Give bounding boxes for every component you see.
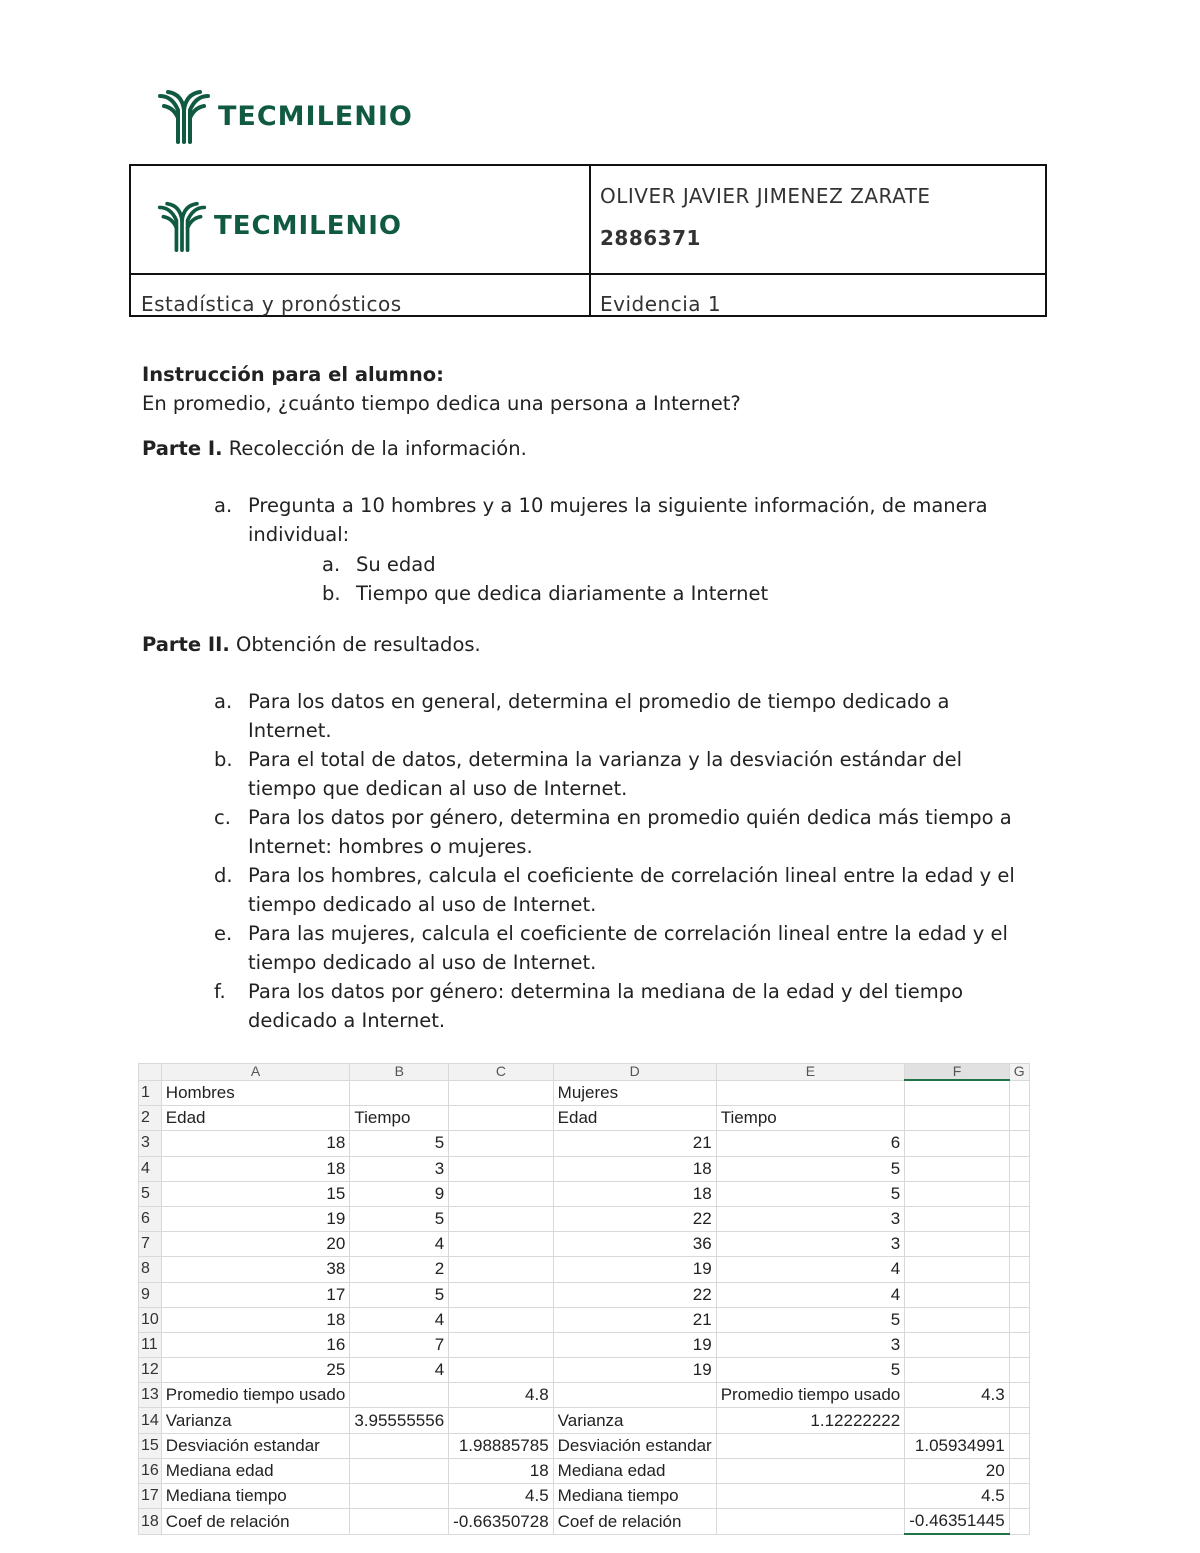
cell[interactable]: 18 <box>161 1156 350 1181</box>
list-marker: a. <box>214 494 233 517</box>
cell[interactable] <box>905 1106 1009 1131</box>
cell[interactable]: Mujeres <box>553 1080 716 1106</box>
list-item <box>142 491 1072 549</box>
cell[interactable] <box>449 1080 553 1106</box>
cell[interactable] <box>449 1307 553 1332</box>
cell[interactable]: 9 <box>350 1181 449 1206</box>
row-header[interactable]: 14 <box>139 1408 162 1433</box>
cell[interactable] <box>1009 1257 1029 1282</box>
cell[interactable] <box>716 1458 905 1483</box>
cell[interactable]: 18 <box>553 1156 716 1181</box>
cell[interactable] <box>449 1106 553 1131</box>
cell[interactable]: 3 <box>716 1206 905 1231</box>
table-row <box>139 1433 1030 1458</box>
cell[interactable] <box>905 1282 1009 1307</box>
cell[interactable]: 21 <box>553 1131 716 1156</box>
cell[interactable]: Coef de relación <box>161 1509 350 1535</box>
list-item-text: Internet: hombres o mujeres. <box>248 835 533 858</box>
cell[interactable] <box>905 1307 1009 1332</box>
table-row <box>139 1383 1030 1408</box>
list-item <box>142 919 1072 977</box>
logo-brand-text: TECMILENIO <box>214 211 402 241</box>
cell[interactable]: Mediana edad <box>161 1458 350 1483</box>
list-item-text: Para los datos en general, determina el promedio de tiempo dedicado a <box>248 690 950 713</box>
cell[interactable]: 3 <box>350 1156 449 1181</box>
row-header[interactable]: 6 <box>139 1206 162 1231</box>
cell[interactable] <box>905 1181 1009 1206</box>
cell[interactable] <box>905 1232 1009 1257</box>
row-header[interactable]: 2 <box>139 1106 162 1131</box>
cell[interactable]: 4 <box>350 1232 449 1257</box>
row-header[interactable]: 8 <box>139 1257 162 1282</box>
tecmilenio-logo <box>156 88 413 144</box>
cell[interactable]: 18 <box>553 1181 716 1206</box>
cell[interactable] <box>350 1509 449 1535</box>
row-header[interactable]: 3 <box>139 1131 162 1156</box>
cell[interactable]: 19 <box>553 1358 716 1383</box>
cell[interactable]: Coef de relación <box>553 1509 716 1535</box>
cell[interactable] <box>1009 1307 1029 1332</box>
cell[interactable]: -0.46351445 <box>905 1509 1009 1535</box>
course-name: Estadística y pronósticos <box>141 292 402 316</box>
cell[interactable]: 22 <box>553 1282 716 1307</box>
cell[interactable]: 4.8 <box>449 1383 553 1408</box>
instructions-heading: Instrucción para el alumno: <box>142 363 444 386</box>
list-marker: d. <box>214 864 233 887</box>
cell[interactable]: 19 <box>553 1257 716 1282</box>
cell[interactable]: 18 <box>161 1307 350 1332</box>
cell[interactable]: 22 <box>553 1206 716 1231</box>
cell[interactable] <box>1009 1332 1029 1357</box>
column-header[interactable]: G <box>1009 1064 1029 1081</box>
cell[interactable] <box>1009 1383 1029 1408</box>
cell[interactable] <box>1009 1080 1029 1106</box>
cell[interactable]: 4 <box>716 1282 905 1307</box>
cell[interactable] <box>716 1484 905 1509</box>
table-row <box>139 1458 1030 1483</box>
list-item-text: Pregunta a 10 hombres y a 10 mujeres la siguiente información, de manera <box>248 494 988 517</box>
cell[interactable] <box>1009 1181 1029 1206</box>
cell[interactable]: 4 <box>350 1307 449 1332</box>
list-item-text: tiempo dedicado al uso de Internet. <box>248 951 597 974</box>
cell[interactable] <box>1009 1156 1029 1181</box>
list-item-text: tiempo dedicado al uso de Internet. <box>248 893 597 916</box>
cell[interactable] <box>449 1206 553 1231</box>
row-header[interactable]: 7 <box>139 1232 162 1257</box>
cell[interactable]: Mediana tiempo <box>161 1484 350 1509</box>
table-row <box>139 1509 1030 1535</box>
cell[interactable]: 5 <box>716 1181 905 1206</box>
cell[interactable] <box>905 1332 1009 1357</box>
cell[interactable]: 4 <box>350 1358 449 1383</box>
column-header[interactable]: D <box>553 1064 716 1081</box>
cell[interactable] <box>1009 1358 1029 1383</box>
part2-label: Parte II. <box>142 633 230 656</box>
cell[interactable] <box>449 1131 553 1156</box>
table-row <box>139 1307 1030 1332</box>
list-marker: e. <box>214 922 233 945</box>
cell[interactable]: Desviación estandar <box>161 1433 350 1458</box>
cell[interactable]: Mediana edad <box>553 1458 716 1483</box>
part1-label: Parte I. <box>142 437 223 460</box>
column-header-row <box>139 1064 1030 1081</box>
cell[interactable]: Tiempo <box>350 1106 449 1131</box>
cell[interactable] <box>1009 1458 1029 1483</box>
row-header[interactable]: 17 <box>139 1484 162 1509</box>
row-header[interactable]: 15 <box>139 1433 162 1458</box>
cell[interactable] <box>449 1358 553 1383</box>
cell[interactable] <box>1009 1232 1029 1257</box>
cell[interactable]: 7 <box>350 1332 449 1357</box>
logo-brand-text: TECMILENIO <box>218 100 413 132</box>
cell[interactable] <box>350 1080 449 1106</box>
cell[interactable]: Varianza <box>161 1408 350 1433</box>
row-header[interactable]: 12 <box>139 1358 162 1383</box>
table-row <box>139 1156 1030 1181</box>
column-header[interactable]: A <box>161 1064 350 1081</box>
cell[interactable]: Varianza <box>553 1408 716 1433</box>
list-item-text: tiempo que dedican al uso de Internet. <box>248 777 628 800</box>
cell[interactable] <box>1009 1509 1029 1535</box>
row-header[interactable]: 4 <box>139 1156 162 1181</box>
list-item <box>142 977 1072 1035</box>
cell[interactable] <box>1009 1206 1029 1231</box>
cell[interactable] <box>1009 1408 1029 1433</box>
cell[interactable] <box>449 1232 553 1257</box>
list-marker: f. <box>214 980 226 1003</box>
table-row <box>139 1232 1030 1257</box>
cell[interactable] <box>905 1131 1009 1156</box>
cell[interactable]: 5 <box>350 1206 449 1231</box>
list-item-text: Su edad <box>356 553 436 576</box>
cell[interactable]: 20 <box>161 1232 350 1257</box>
cell[interactable] <box>905 1080 1009 1106</box>
cell[interactable] <box>1009 1433 1029 1458</box>
cell[interactable]: -0.66350728 <box>449 1509 553 1535</box>
cell[interactable]: 2 <box>350 1257 449 1282</box>
cell[interactable] <box>905 1206 1009 1231</box>
cell[interactable]: 4 <box>716 1257 905 1282</box>
part1-title: Recolección de la información. <box>228 437 527 460</box>
cell[interactable] <box>1009 1484 1029 1509</box>
cell[interactable] <box>905 1358 1009 1383</box>
part1-sublist <box>142 550 1072 608</box>
cell[interactable]: 4.3 <box>905 1383 1009 1408</box>
column-header[interactable]: E <box>716 1064 905 1081</box>
row-header[interactable]: 9 <box>139 1282 162 1307</box>
cell[interactable] <box>449 1156 553 1181</box>
table-row <box>139 1080 1030 1106</box>
cell[interactable]: Edad <box>553 1106 716 1131</box>
column-header[interactable]: B <box>350 1064 449 1081</box>
cell[interactable] <box>716 1509 905 1535</box>
cell[interactable] <box>350 1458 449 1483</box>
cell[interactable] <box>905 1257 1009 1282</box>
cell[interactable]: Hombres <box>161 1080 350 1106</box>
part2-list <box>142 687 1072 1035</box>
cell[interactable]: 25 <box>161 1358 350 1383</box>
cell[interactable] <box>449 1282 553 1307</box>
row-header[interactable]: 13 <box>139 1383 162 1408</box>
cell[interactable] <box>449 1257 553 1282</box>
table-row <box>139 1282 1030 1307</box>
list-item-text: Para los hombres, calcula el coeficiente de correlación lineal entre la edad y el <box>248 864 1015 887</box>
cell[interactable] <box>1009 1106 1029 1131</box>
cell[interactable] <box>449 1181 553 1206</box>
row-header[interactable]: 5 <box>139 1181 162 1206</box>
cell[interactable] <box>905 1156 1009 1181</box>
cell[interactable] <box>449 1332 553 1357</box>
assignment-name: Evidencia 1 <box>600 292 722 316</box>
list-item <box>142 861 1072 919</box>
list-marker: b. <box>322 582 341 605</box>
list-item-text: Para las mujeres, calcula el coeficiente de correlación lineal entre la edad y el <box>248 922 1008 945</box>
part1-heading <box>142 434 1072 463</box>
table-row <box>139 1257 1030 1282</box>
cell[interactable]: 19 <box>161 1206 350 1231</box>
cell[interactable] <box>1009 1131 1029 1156</box>
cell[interactable] <box>350 1433 449 1458</box>
cell[interactable]: 38 <box>161 1257 350 1282</box>
cell[interactable]: 5 <box>350 1131 449 1156</box>
table-row <box>139 1206 1030 1231</box>
column-header[interactable]: C <box>449 1064 553 1081</box>
cell[interactable]: 5 <box>716 1156 905 1181</box>
table-row <box>139 1358 1030 1383</box>
list-item-text: dedicado a Internet. <box>248 1009 446 1032</box>
tecmilenio-logo-cell <box>156 200 402 252</box>
cell[interactable]: 5 <box>716 1358 905 1383</box>
table-row <box>139 1106 1030 1131</box>
cell[interactable]: Promedio tiempo usado <box>716 1383 905 1408</box>
list-item <box>142 579 1072 608</box>
list-marker: a. <box>214 690 233 713</box>
list-item-text: Para el total de datos, determina la varianza y la desviación estándar del <box>248 748 963 771</box>
column-header[interactable]: F <box>905 1064 1009 1081</box>
row-header[interactable]: 11 <box>139 1332 162 1357</box>
cell[interactable]: 21 <box>553 1307 716 1332</box>
table-row <box>139 1181 1030 1206</box>
cell[interactable]: Desviación estandar <box>553 1433 716 1458</box>
cell[interactable] <box>716 1433 905 1458</box>
cell[interactable] <box>716 1080 905 1106</box>
cell[interactable]: 1.12222222 <box>716 1408 905 1433</box>
cell[interactable]: 1.05934991 <box>905 1433 1009 1458</box>
instructions-question: En promedio, ¿cuánto tiempo dedica una persona a Internet? <box>142 392 741 415</box>
cell[interactable]: 19 <box>553 1332 716 1357</box>
list-item-text: Tiempo que dedica diariamente a Internet <box>356 582 769 605</box>
cell[interactable] <box>1009 1282 1029 1307</box>
row-header[interactable]: 18 <box>139 1509 162 1535</box>
list-item-text: Para los datos por género: determina la mediana de la edad y del tiempo <box>248 980 964 1003</box>
list-item <box>142 550 1072 579</box>
cell[interactable]: 5 <box>350 1282 449 1307</box>
cell[interactable]: 4.5 <box>905 1484 1009 1509</box>
part2-title: Obtención de resultados. <box>236 633 481 656</box>
cell[interactable]: 3 <box>716 1232 905 1257</box>
cell[interactable] <box>350 1484 449 1509</box>
table-row <box>139 1408 1030 1433</box>
cell[interactable] <box>350 1383 449 1408</box>
list-marker: b. <box>214 748 233 771</box>
student-id: 2886371 <box>600 226 701 250</box>
list-item <box>142 687 1072 745</box>
cell[interactable]: 4.5 <box>449 1484 553 1509</box>
spreadsheet-table <box>138 1063 1030 1535</box>
cell[interactable] <box>553 1383 716 1408</box>
list-item <box>142 803 1072 861</box>
cell[interactable]: 5 <box>716 1307 905 1332</box>
part2-heading <box>142 630 1072 659</box>
cell[interactable]: Promedio tiempo usado <box>161 1383 350 1408</box>
list-item-text: Para los datos por género, determina en promedio quién dedica más tiempo a <box>248 806 1012 829</box>
cell[interactable]: 18 <box>161 1131 350 1156</box>
table-row <box>139 1131 1030 1156</box>
cell[interactable] <box>449 1408 553 1433</box>
list-item <box>142 745 1072 803</box>
tecmilenio-logo-icon <box>156 88 212 144</box>
cell[interactable]: 3.95555556 <box>350 1408 449 1433</box>
cell[interactable]: 17 <box>161 1282 350 1307</box>
cell[interactable]: 6 <box>716 1131 905 1156</box>
instructions-body <box>142 360 1072 1035</box>
row-header[interactable]: 10 <box>139 1307 162 1332</box>
select-all-corner[interactable] <box>139 1064 162 1081</box>
row-header[interactable]: 1 <box>139 1080 162 1106</box>
list-item-text: Internet. <box>248 719 332 742</box>
list-marker: c. <box>214 806 231 829</box>
tecmilenio-logo-icon <box>156 200 208 252</box>
cell[interactable]: Edad <box>161 1106 350 1131</box>
cell[interactable]: 1.98885785 <box>449 1433 553 1458</box>
table-row <box>139 1484 1030 1509</box>
student-name: OLIVER JAVIER JIMENEZ ZARATE <box>600 184 931 208</box>
row-header[interactable]: 16 <box>139 1458 162 1483</box>
cell[interactable]: Tiempo <box>716 1106 905 1131</box>
part1-list <box>142 491 1072 549</box>
table-row <box>139 1332 1030 1357</box>
cell[interactable]: 15 <box>161 1181 350 1206</box>
cell[interactable]: Mediana tiempo <box>553 1484 716 1509</box>
list-item-text: individual: <box>248 523 350 546</box>
list-marker: a. <box>322 553 341 576</box>
cell[interactable] <box>905 1408 1009 1433</box>
cell[interactable]: 18 <box>449 1458 553 1483</box>
cell[interactable]: 20 <box>905 1458 1009 1483</box>
cell[interactable]: 16 <box>161 1332 350 1357</box>
cell[interactable]: 3 <box>716 1332 905 1357</box>
cell[interactable]: 36 <box>553 1232 716 1257</box>
